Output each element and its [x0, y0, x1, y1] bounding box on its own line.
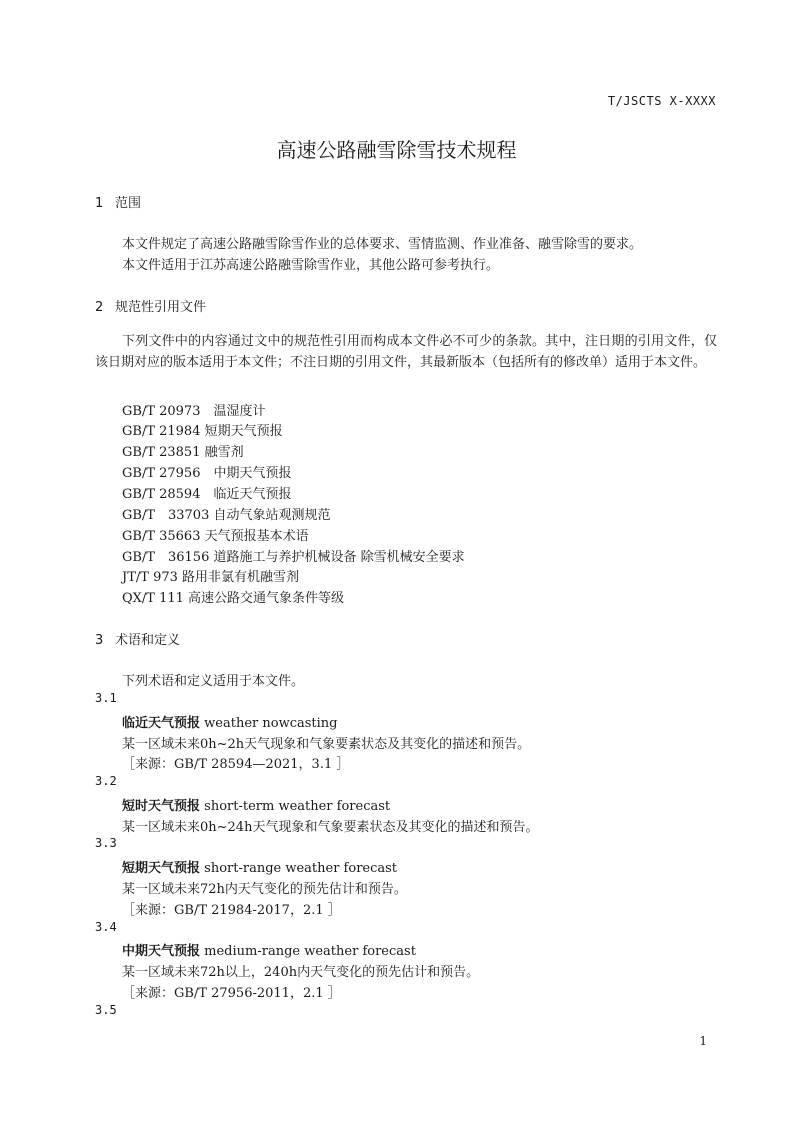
term-heading — [122, 712, 337, 731]
reference-item: QX/T 111 高速公路交通气象条件等级 — [122, 591, 345, 606]
term-zh: 短期天气预报 — [122, 861, 201, 876]
section-title: 规范性引用文件 — [115, 300, 207, 315]
section-heading-terms — [95, 629, 180, 648]
term-source: ［来源：GB/T 21984-2017，2.1 ］ — [122, 903, 341, 918]
section-heading-scope — [95, 192, 141, 211]
term-definition: 某一区域未来72h以上，240h内天气变化的预先估计和预告。 — [122, 965, 480, 980]
term-heading — [122, 940, 416, 959]
term-heading — [122, 795, 390, 814]
reference-item: GB/T 35663 天气预报基本术语 — [122, 529, 309, 544]
term-definition: 某一区域未来0h~24h天气现象和气象要素状态及其变化的描述和预告。 — [122, 820, 539, 835]
normative-intro: 下列文件中的内容通过文中的规范性引用而构成本文件必不可少的条款。其中，注日期的引用文件，仅该日期对应的版本适用于本文件；不注日期的引用文件，其最新版本（包括所有的修改单）适用于本文件。 — [95, 334, 717, 370]
section-heading-normative — [95, 296, 206, 315]
reference-item: GB/T 21984 短期天气预报 — [122, 424, 283, 439]
clause-number: 3.4 — [95, 920, 117, 934]
section-number: 2 — [95, 300, 104, 315]
reference-item: JT/T 973 路用非氯有机融雪剂 — [122, 570, 300, 585]
term-en: short-term weather forecast — [204, 799, 391, 814]
scope-paragraph: 本文件规定了高速公路融雪除雪作业的总体要求、雪情监测、作业准备、融雪除雪的要求。 — [122, 237, 643, 252]
section-title: 范围 — [115, 196, 142, 211]
document-title: 高速公路融雪除雪技术规程 — [276, 138, 517, 162]
term-source: ［来源：GB/T 27956-2011，2.1 ］ — [122, 986, 341, 1001]
term-zh: 短时天气预报 — [122, 799, 201, 814]
term-source: ［来源：GB/T 28594—2021，3.1 ］ — [122, 757, 350, 772]
term-definition: 某一区域未来72h内天气变化的预先估计和预告。 — [122, 882, 407, 897]
term-en: short-range weather forecast — [204, 861, 398, 876]
reference-item: GB/T 23851 融雪剂 — [122, 445, 244, 460]
clause-number: 3.2 — [95, 774, 117, 788]
term-en: weather nowcasting — [204, 716, 338, 731]
term-zh: 中期天气预报 — [122, 944, 201, 959]
reference-item: GB/T 28594 临近天气预报 — [122, 487, 292, 502]
terms-intro: 下列术语和定义适用于本文件。 — [122, 674, 305, 689]
reference-item: GB/T 27956 中期天气预报 — [122, 466, 292, 481]
page-number: 1 — [699, 1034, 707, 1048]
reference-item: GB/T 36156 道路施工与养护机械设备 除雪机械安全要求 — [122, 550, 465, 565]
document-code: T/JSCTS X-XXXX — [607, 94, 716, 108]
section-number: 1 — [95, 196, 104, 211]
term-zh: 临近天气预报 — [122, 716, 201, 731]
clause-number: 3.3 — [95, 836, 117, 850]
clause-number: 3.5 — [95, 1003, 117, 1017]
clause-number: 3.1 — [95, 691, 117, 705]
reference-item: GB/T 33703 自动气象站观测规范 — [122, 508, 331, 523]
term-definition: 某一区域未来0h~2h天气现象和气象要素状态及其变化的描述和预告。 — [122, 737, 531, 752]
term-heading — [122, 857, 397, 876]
section-title: 术语和定义 — [115, 633, 181, 648]
scope-paragraph: 本文件适用于江苏高速公路融雪除雪作业，其他公路可参考执行。 — [122, 258, 500, 273]
section-number: 3 — [95, 633, 104, 648]
reference-item: GB/T 20973 温湿度计 — [122, 404, 266, 419]
term-en: medium-range weather forecast — [204, 944, 416, 959]
